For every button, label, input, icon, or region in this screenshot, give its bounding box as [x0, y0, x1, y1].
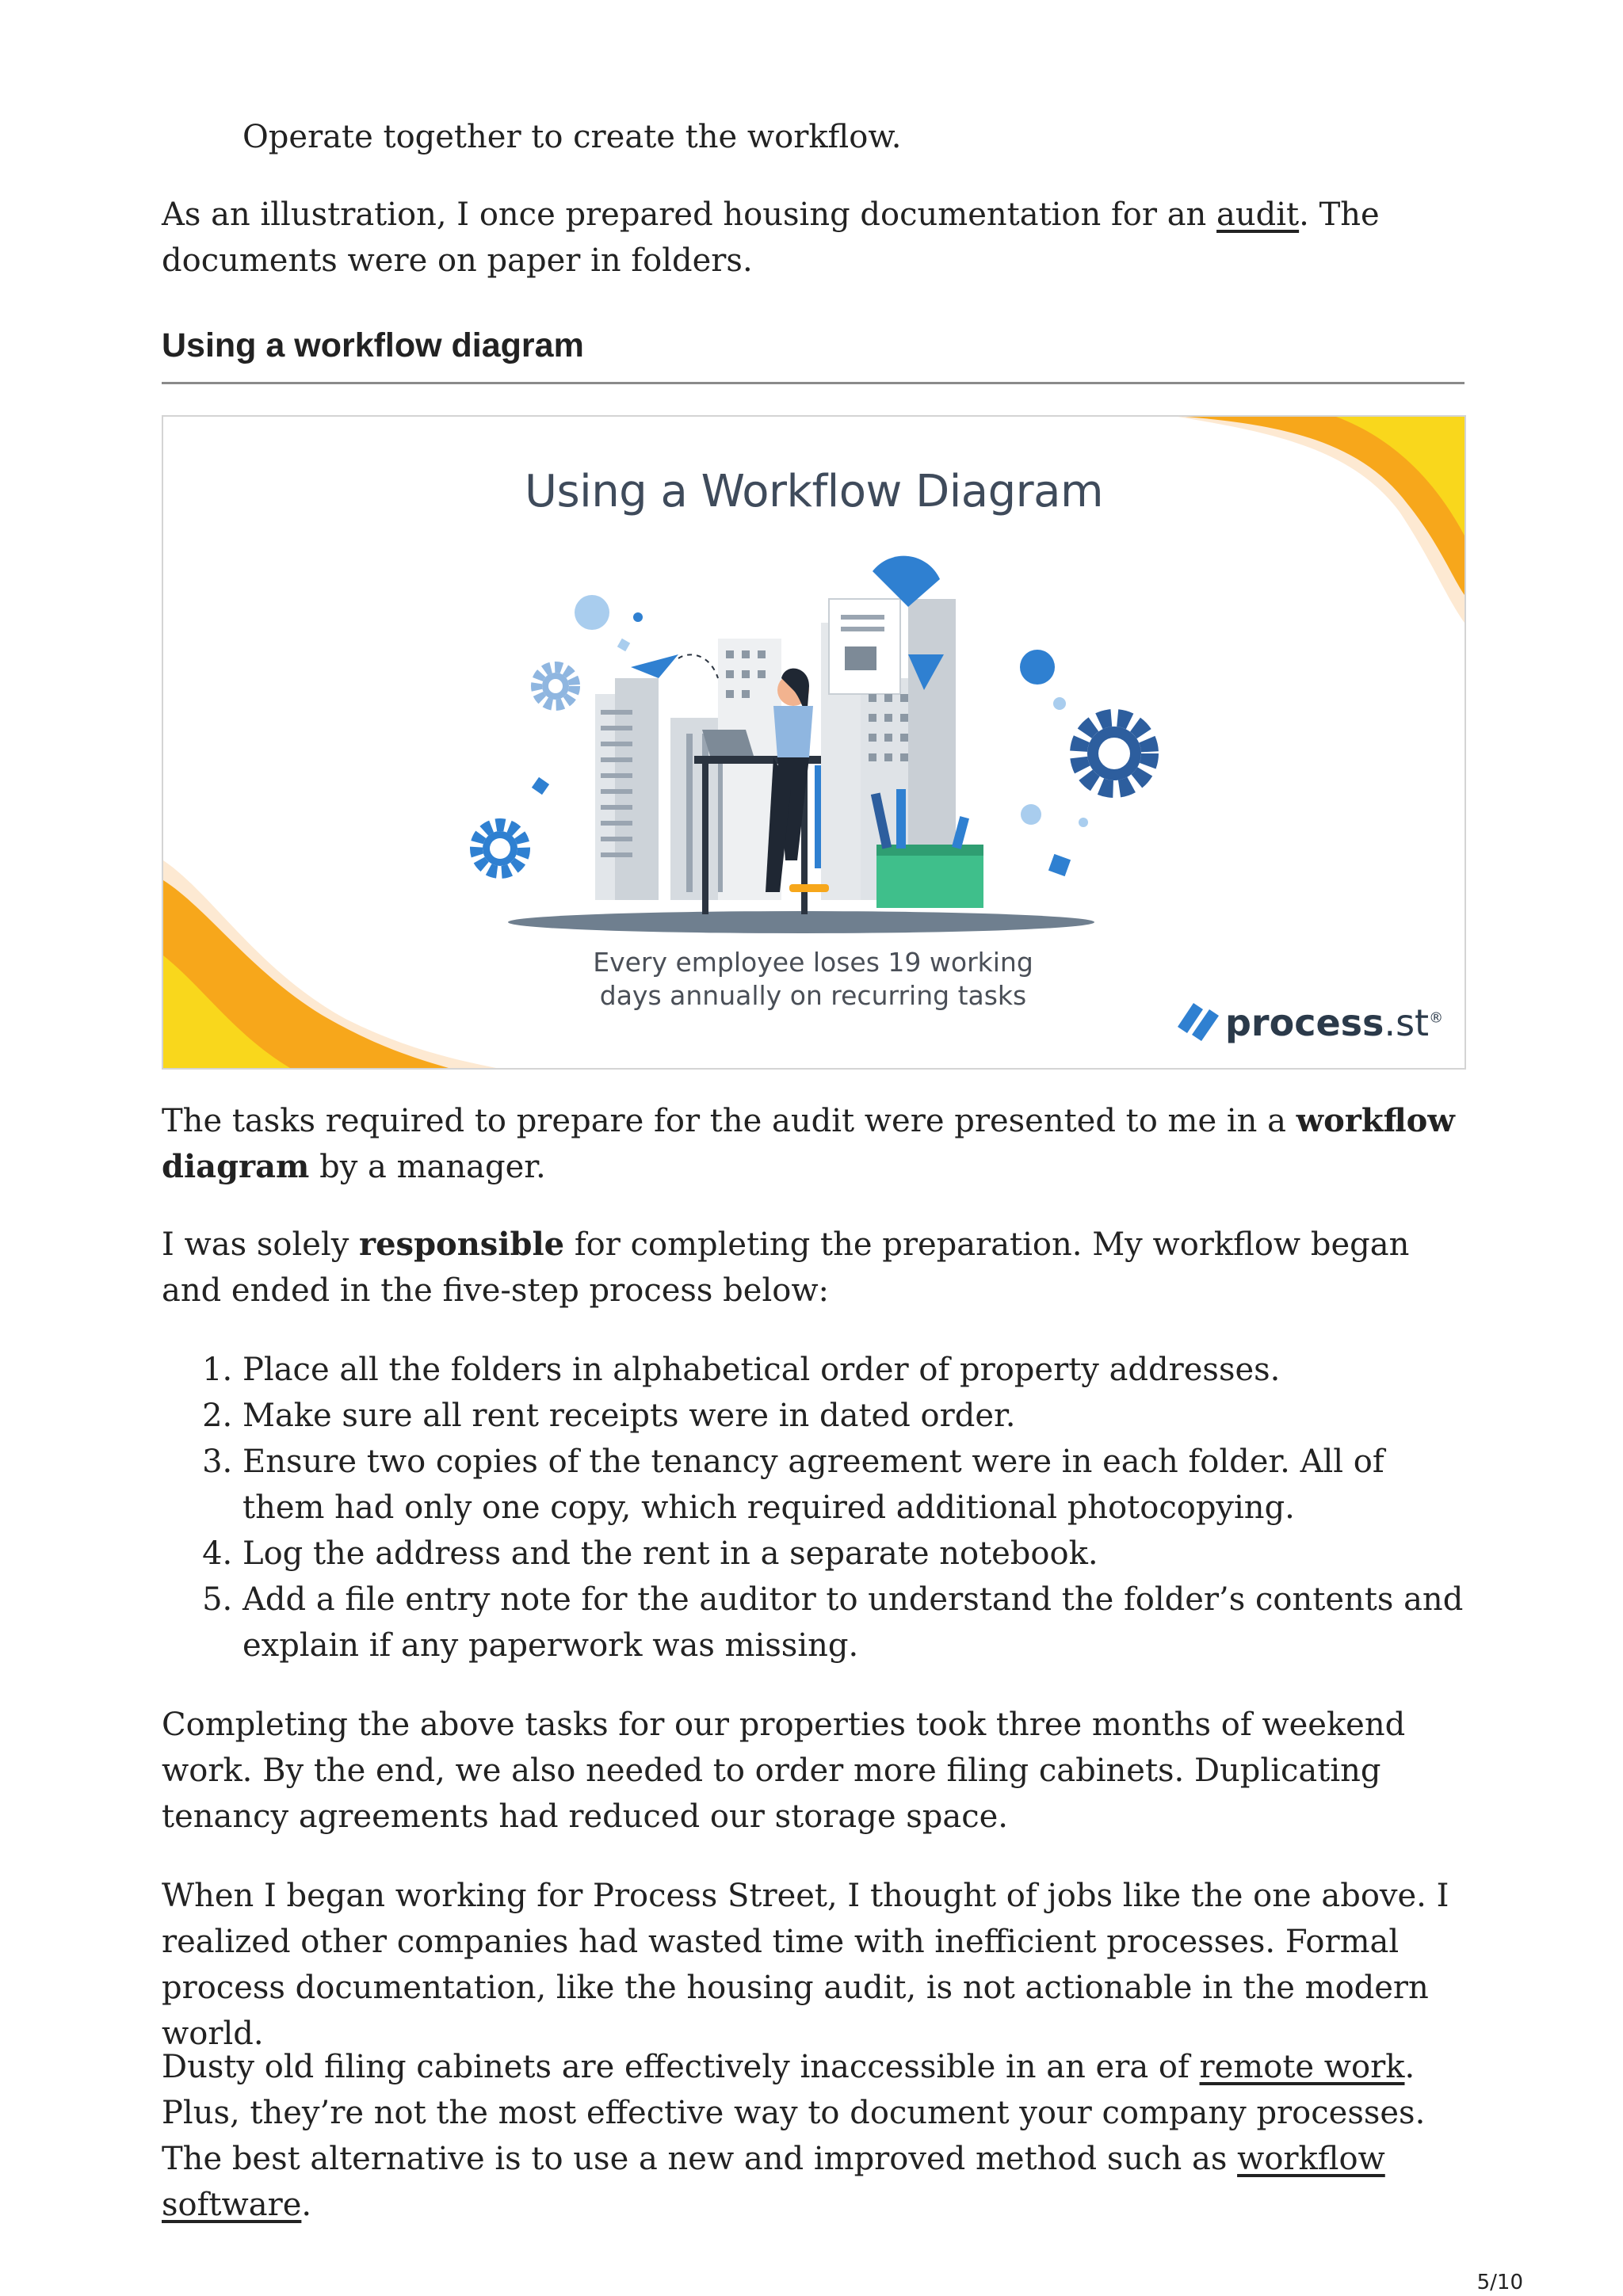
paragraph-responsible-text-after: for completing the preparation. My workflow began and ended in the five-step process below: — [162, 1226, 1410, 1309]
paper-plane-icon — [631, 654, 678, 678]
list-item: 4. Log the address and the rent in a separate notebook. — [242, 1531, 1465, 1577]
figure-caption-line-2: days annually on recurring tasks — [599, 980, 1027, 1011]
workflow-diagram-figure — [162, 415, 1466, 1070]
paragraph-dusty-text-middle: . Plus, they’re not the most effective way to document your company processes. The best alternative is to use a new and improved method such as — [162, 2049, 1426, 2177]
brand-word: process — [1225, 1001, 1384, 1044]
figure-caption — [544, 946, 1083, 1013]
brand-name — [1225, 1001, 1443, 1044]
audit-link[interactable]: audit — [1216, 196, 1300, 233]
page-number: 5/10 — [1476, 2271, 1523, 2294]
paragraph-audit-text-before: As an illustration, I once prepared housing documentation for an — [162, 196, 1217, 233]
paragraph-dusty-text-after: . — [301, 2187, 312, 2223]
paragraph-audit-text-after: . The documents were on paper in folders. — [162, 196, 1380, 279]
paragraph-tasks-text-after: by a manager. — [309, 1149, 546, 1185]
list-item: 2. Make sure all rent receipts were in dated order. — [242, 1393, 1465, 1439]
corner-blob-top-right — [1178, 417, 1465, 623]
paragraph-completing: Completing the above tasks for our properties took three months of weekend work. By the end, we also needed to order more filing cabinets. Duplicating tenancy agreements had reduced our storage space. — [162, 1707, 1406, 1835]
platform-icon — [508, 911, 1094, 933]
brand-registered-mark: ® — [1429, 1009, 1444, 1027]
workflow-software-link[interactable]: workflow software — [162, 2141, 1385, 2223]
list-item: 5. Add a file entry note for the auditor to understand the folder’s contents and explain if any paperwork was missing. — [242, 1577, 1465, 1669]
brand-suffix: .st — [1384, 1001, 1430, 1044]
paragraph-responsible-bold: responsible — [359, 1226, 565, 1263]
brand-logo — [1225, 995, 1443, 1051]
paragraph-dusty-text-before: Dusty old filing cabinets are effectively inaccessible in an era of — [162, 2049, 1200, 2085]
paragraph-responsible-text-before: I was solely — [162, 1226, 360, 1263]
figure-caption-line-1: Every employee loses 19 working — [593, 947, 1033, 978]
process-st-logo-icon — [1178, 1003, 1219, 1041]
paragraph-dusty — [162, 2044, 1465, 2228]
paragraph-tasks-bold: workflow diagram — [162, 1102, 1455, 1185]
paragraph-tasks — [162, 1098, 1465, 1190]
gear-icon-left — [476, 825, 524, 872]
paragraph-audit — [162, 192, 1465, 284]
corner-blob-bottom-left — [163, 860, 496, 1068]
list-item: 1. Place all the folders in alphabetical order of property addresses. — [242, 1347, 1465, 1393]
gear-icon-large — [1079, 718, 1150, 789]
section-heading: Using a workflow diagram — [162, 322, 1465, 384]
paragraph-tasks-text-before: The tasks required to prepare for the audit were presented to me in a — [162, 1103, 1296, 1139]
paragraph-process-street: When I began working for Process Street, I thought of jobs like the one above. I realized other companies had wasted time with inefficient processes. Formal process documentation, like the housing audit, is not actionable in the modern world. — [162, 1878, 1449, 2052]
remote-work-link[interactable]: remote work — [1199, 2049, 1405, 2085]
intro-line: Operate together to create the workflow. — [242, 119, 902, 155]
steps-list — [162, 1347, 1465, 1669]
gear-icon-small — [537, 667, 575, 705]
figure-title: Using a Workflow Diagram — [524, 466, 1104, 517]
paragraph-responsible — [162, 1222, 1465, 1314]
list-item: 3. Ensure two copies of the tenancy agreement were in each folder. All of them had only one copy, which required additional photocopying. — [242, 1439, 1465, 1531]
